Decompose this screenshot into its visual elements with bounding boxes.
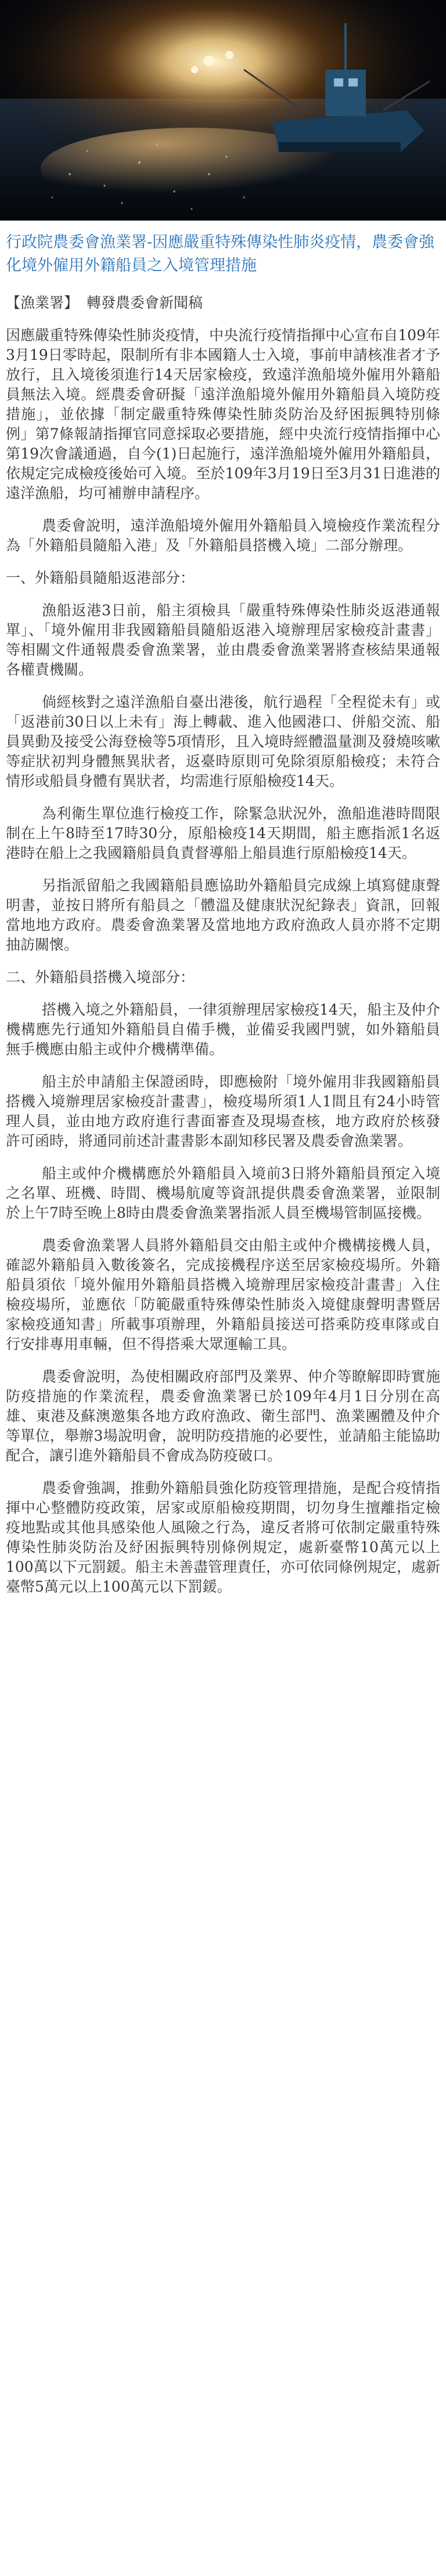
paragraph-4: 倘經核對之遠洋漁船自臺出港後，航行過程「全程從未有」或「返港前30日以上未有」海上轉載、進入他國港口、併船交流、船員異動及接受公海登檢等5項情形，且入境時經體溫量測及發燒咳嗽等症狀初判身體無異狀者，返臺時原則可免除須原船檢疫；未符合情形或船員身體有異狀者，均需進行原船檢疫14天。	[6, 694, 440, 789]
paragraph-7: 搭機入境之外籍船員，一律須辦理居家檢疫14天，船主及仲介機構應先行通知外籍船員自備手機，並備妥我國門號，如外籍船員無手機應由船主或仲介機構準備。	[6, 1001, 440, 1058]
source-note: 轉發農委會新聞稿	[87, 294, 203, 311]
paragraph-8: 船主於申請船主保證函時，即應檢附「境外僱用非我國籍船員搭機入境辦理居家檢疫計畫書」，檢疫場所須1人1間且有24小時管理人員，並由地方政府進行書面審查及現場查核，地方政府於核發許可函時，將通同前述計畫書影本副知移民署及農委會漁業署。	[6, 1073, 440, 1149]
article-title: 行政院農委會漁業署-因應嚴重特殊傳染性肺炎疫情，農委會強化境外僱用外籍船員之入境管理措施	[6, 233, 435, 275]
paragraph-9: 船主或仲介機構應於外籍船員入境前3日將外籍船員預定入境之名單、班機、時間、機場航廈等資訊提供農委會漁業署，並限制於上午7時至晚上8時由農委會漁業署指派人員至機場管制區接機。	[6, 1165, 440, 1221]
paragraph-2: 農委會說明，遠洋漁船境外僱用外籍船員入境檢疫作業流程分為「外籍船員隨船入港」及「外籍船員搭機入境」二部分辦理。	[6, 517, 440, 554]
article-lead	[6, 293, 440, 313]
paragraph-5: 為利衛生單位進行檢疫工作，除緊急狀況外，漁船進港時間限制在上午8時至17時30分，原船檢疫14天期間，船主應指派1名返港時在船上之我國籍船員負責督導船上船員進行原船檢疫14天。	[6, 805, 440, 861]
paragraph-6: 另指派留船之我國籍船員應協助外籍船員完成線上填寫健康聲明書，並按日將所有船員之「體溫及健康狀況紀錄表」資訊，回報當地地方政府。農委會漁業署及當地地方政府漁政人員亦將不定期抽訪關懷。	[6, 877, 440, 953]
hero-photo	[0, 0, 446, 221]
paragraph-3: 漁船返港3日前，船主須檢具「嚴重特殊傳染性肺炎返港通報單」、「境外僱用非我國籍船員隨船返港入境辦理居家檢疫計畫書」等相關文件通報農委會漁業署，並由農委會漁業署將查核結果通報各權責機關。	[6, 602, 440, 678]
fishing-boat-image	[0, 0, 446, 221]
paragraph-1: 因應嚴重特殊傳染性肺炎疫情，中央流行疫情指揮中心宣布自109年3月19日零時起，限制所有非本國籍人士入境，事前申請核准者才予放行，且入境後須進行14天居家檢疫，致遠洋漁船境外僱用外籍船員無法入境。經農委會研擬「遠洋漁船境外僱用外籍船員入境防疫措施」，並依據「制定嚴重特殊傳染性肺炎防治及紓困振興特別條例」第7條報請指揮官同意採取必要措施，經中央流行疫情指揮中心第19次會議通過，自今(1)日起施行，遠洋漁船境外僱用外籍船員，依規定完成檢疫後始可入境。至於109年3月19日至3月31日進港的遠洋漁船，均可補辦申請程序。	[6, 327, 440, 502]
section-heading-1: 一、外籍船員隨船返港部分：	[6, 569, 195, 586]
article-body	[6, 293, 440, 1610]
paragraph-11: 農委會說明，為使相關政府部門及業界、仲介等瞭解即時實施防疫措施的作業流程，農委會漁業署已於109年4月1日分別在高雄、東港及蘇澳邀集各地方政府漁政、衛生部門、漁業團體及仲介等單位，舉辦3場說明會，說明防疫措施的必要性，並請船主能協助配合，讓引進外籍船員不會成為防疫破口。	[6, 1368, 440, 1464]
section-heading-2: 二、外籍船員搭機入境部分：	[6, 969, 195, 986]
paragraph-10: 農委會漁業署人員將外籍船員交由船主或仲介機構接機人員，確認外籍船員入數後簽名，完成接機程序送至居家檢疫場所。外籍船員須依「境外僱用外籍船員搭機入境辦理居家檢疫計畫書」入住檢疫場所，並應依「防範嚴重特殊傳染性肺炎入境健康聲明書暨居家檢疫通知書」所載事項辦理，外籍船員接送可搭乘防疫車隊或自行安排專用車輛，但不得搭乘大眾運輸工具。	[6, 1237, 440, 1352]
paragraph-12: 農委會強調，推動外籍船員強化防疫管理措施，是配合疫情指揮中心整體防疫政策，居家或原船檢疫期間，切勿身生擅離指定檢疫地點或其他具感染他人風險之行為，違反者將可依制定嚴重特殊傳染性肺炎防治及紓困振興特別條例規定，處新臺幣10萬元以上100萬以下元罰鍰。船主未善盡管理責任，亦可依同條例規定，處新臺幣5萬元以上100萬元以下罰鍰。	[6, 1480, 440, 1595]
source-tag: 【漁業署】	[6, 294, 79, 311]
